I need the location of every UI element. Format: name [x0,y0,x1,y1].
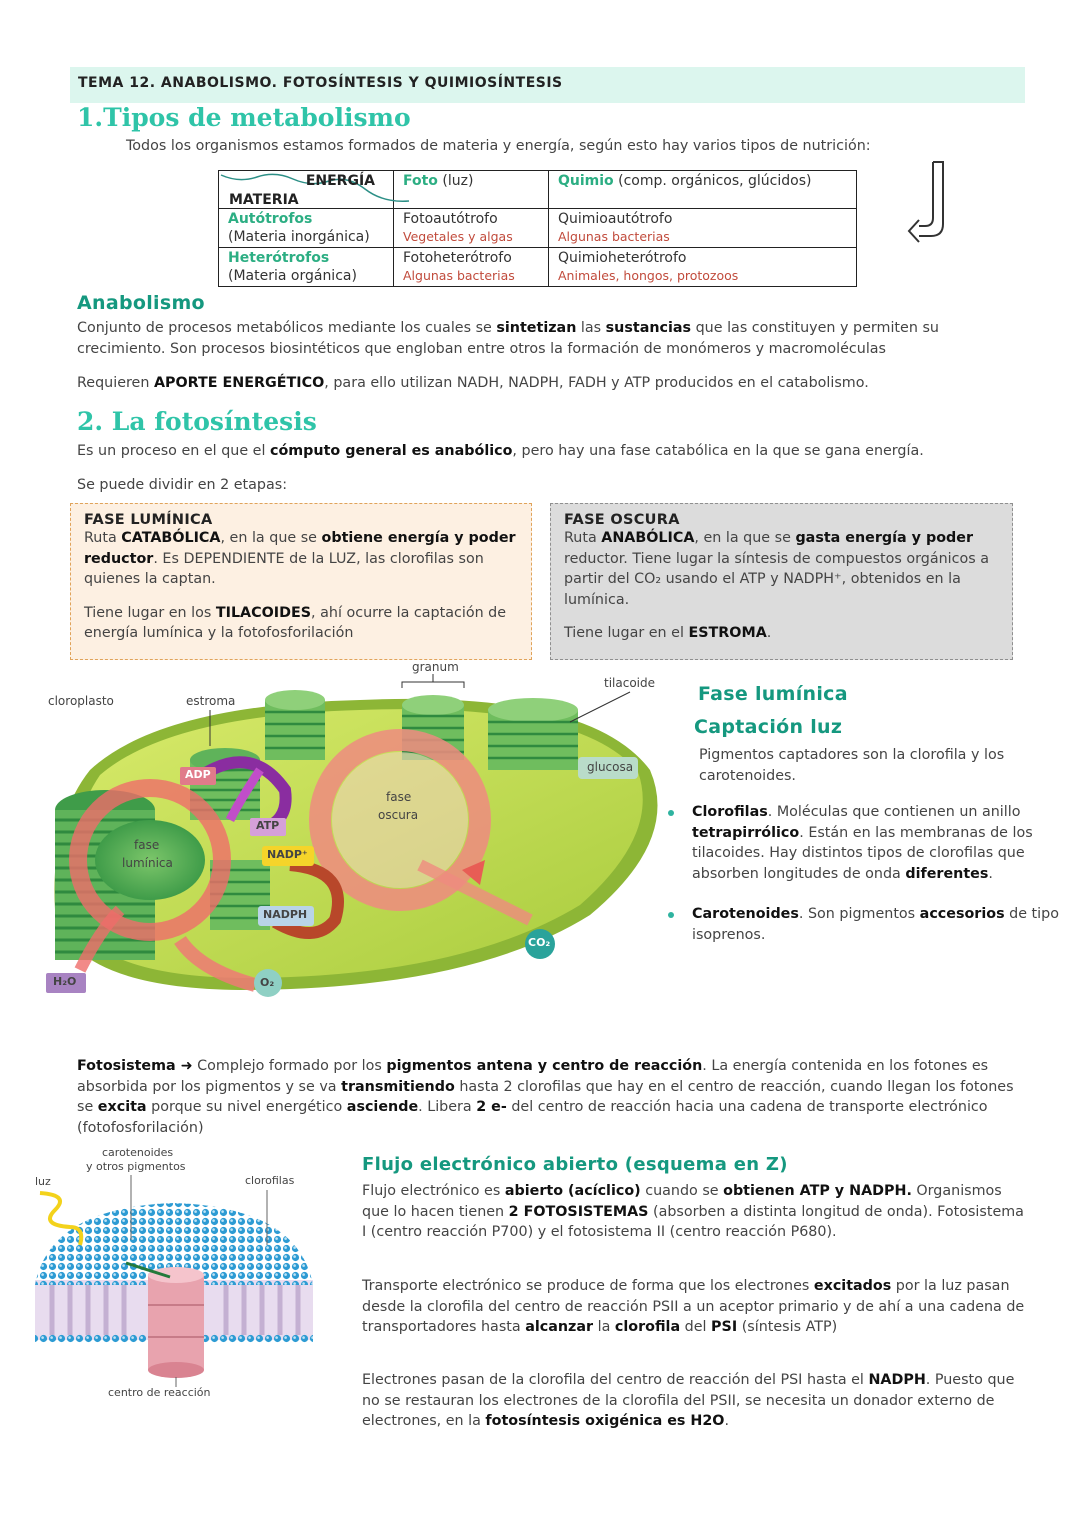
tilacoide-pointer [570,692,630,722]
table-corner-cell [219,171,394,209]
table-row-autotrofos: Autótrofos (Materia inorgánica) [219,209,394,248]
anabolismo-energy: Requieren APORTE ENERGÉTICO, para ello utilizan NADH, NADPH, FADH y ATP producidos en el catabolismo. [77,375,869,391]
label-estroma: estroma [186,694,236,708]
fase-oscura-box [550,503,1013,660]
fase-oscura-box-text2: Tiene lugar en el ESTROMA. [564,625,772,641]
section1-title: 1.Tipos de metabolismo [77,103,411,132]
list-item-clorofilas: Clorofilas. Moléculas que contienen un anillo tetrapirrólico. Están en las membranas de los tilacoides. Hay distintos tipos de clorofilas que absorben longitudes de onda diferentes. [692,802,1068,884]
label-tilacoide: tilacoide [604,676,655,690]
table-cell-quimioheterotrofo: Quimioheterótrofo Animales, hongos, protozoos [549,248,857,287]
section2-title: 2. La fotosíntesis [77,407,317,436]
label-o2: O₂ [260,976,275,989]
label-centro-reaccion: centro de reacción [108,1386,211,1399]
label-luz: luz [35,1175,51,1188]
chloroplast-diagram [30,660,670,1000]
label-nadp: NADP⁺ [267,848,308,861]
reaction-center [148,1275,204,1370]
flujo-paragraph-2: Transporte electrónico se produce de forma que los electrones excitados por la luz pasan desde la clorofila del centro de reacción PSII a un aceptor primario y de ahí a una cadena de transportadores hasta alcanzar la clorofila del PSI (síntesis ATP) [362,1278,1025,1335]
flujo-title: Flujo electrónico abierto (esquema en Z) [362,1154,788,1175]
curved-arrow-icon [905,158,950,243]
granum-pointer [402,674,464,688]
pigmentos-intro: Pigmentos captadores son la clorofila y los carotenoides. [699,747,1005,784]
label-nadph: NADPH [263,908,308,921]
table-cell-quimioautotrofo: Quimioautótrofo Algunas bacterias [549,209,857,248]
table-corner-energy: ENERGÍA [305,173,375,189]
section2-stages: Se puede dividir en 2 etapas: [77,477,288,493]
fase-oscura-box-title: FASE OSCURA [564,512,680,528]
fase-luminica-box [70,503,532,660]
table-corner-matter: MATERIA [229,192,299,208]
captacion-luz-title: Captación luz [694,716,843,738]
label-cloroplasto: cloroplasto [48,694,114,708]
list-item-carotenoides: Carotenoides. Son pigmentos accesorios de tipo isoprenos. [692,904,1068,945]
nutrition-table [218,170,857,287]
label-fase-luminica-1: fase [134,838,160,852]
label-atp: ATP [256,819,280,832]
label-fase-luminica-2: lumínica [122,856,173,870]
fotosistema-definition: Fotosistema ➜ Complejo formado por los pigmentos antena y centro de reacción. La energía contenida en los fotones es absorbida por los pigmentos y se va transmitiendo hasta 2 clorofilas que hay en el centro de reacción, cuando llegan los fotones se excita porque su nivel energético asciende. Libera 2 e- del centro de reacción hacia una cadena de transporte electrónico (fotofosforilación) [77,1058,1014,1136]
table-row-heterotrofos: Heterótrofos (Materia orgánica) [219,248,394,287]
fase-luminica-box-title: FASE LUMÍNICA [84,512,213,528]
page-header-title: TEMA 12. ANABOLISMO. FOTOSÍNTESIS Y QUIMIOSÍNTESIS [78,75,563,91]
table-col-quimio: Quimio (comp. orgánicos, glúcidos) [549,171,857,209]
table-cell-fotoheterotrofo: Fotoheterótrofo Algunas bacterias [394,248,549,287]
flujo-paragraph-1: Flujo electrónico es abierto (acíclico) cuando se obtienen ATP y NADPH. Organismos que lo hacen tienen 2 FOTOSISTEMAS (absorben a distinta longitud de onda). Fotosistema I (centro reacción P700) y el fotosistema II (centro reacción P680). [362,1183,1024,1240]
label-fase-oscura-2: oscura [378,808,419,822]
pigmentos-list [668,802,1068,965]
fase-luminica-title: Fase lumínica [698,683,848,705]
table-cell-fotoautotrofo: Fotoautótrofo Vegetales y algas [394,209,549,248]
label-granum: granum [412,660,459,674]
label-otros-pigmentos: y otros pigmentos [86,1160,186,1173]
label-co2: CO₂ [528,936,551,949]
anabolismo-definition: Conjunto de procesos metabólicos mediante los cuales se sintetizan las sustancias que las constituyen y permiten su crecimiento. Son procesos biosintéticos que engloban entre otros la formación de monómeros y macromoléculas [77,320,939,357]
fase-oscura-box-text1: Ruta ANABÓLICA, en la que se gasta energía y poder reductor. Tiene lugar la síntesis de compuestos orgánicos a partir del CO₂ usando el ATP y NADPH⁺, obtenidos en la lumínica. [564,530,989,608]
fase-luminica-box-text2: Tiene lugar en los TILACOIDES, ahí ocurre la captación de energía lumínica y la fotofosforilación [84,604,507,641]
label-glucosa: glucosa [587,760,634,774]
label-adp: ADP [185,768,211,781]
label-fase-oscura-1: fase [386,790,412,804]
table-col-foto: Foto (luz) [394,171,549,209]
section1-intro: Todos los organismos estamos formados de materia y energía, según esto hay varios tipos de nutrición: [126,138,871,154]
anabolismo-title: Anabolismo [77,292,205,314]
label-carotenoides: carotenoides [102,1146,174,1159]
section2-intro: Es un proceso en el que el cómputo general es anabólico, pero hay una fase catabólica en la que se gana energía. [77,443,924,459]
label-h2o: H₂O [53,975,77,988]
label-clorofilas: clorofilas [245,1174,295,1187]
fase-luminica-box-text1: Ruta CATABÓLICA, en la que se obtiene energía y poder reductor. Es DEPENDIENTE de la LUZ, las clorofilas son quienes la captan. [84,530,516,587]
flujo-paragraph-3: Electrones pasan de la clorofila del centro de reacción del PSI hasta el NADPH. Puesto que no se restauran los electrones de la clorofila del PSII, se necesita un donador externo de electrones, en la fotosíntesis oxigénica es H2O. [362,1372,1015,1429]
